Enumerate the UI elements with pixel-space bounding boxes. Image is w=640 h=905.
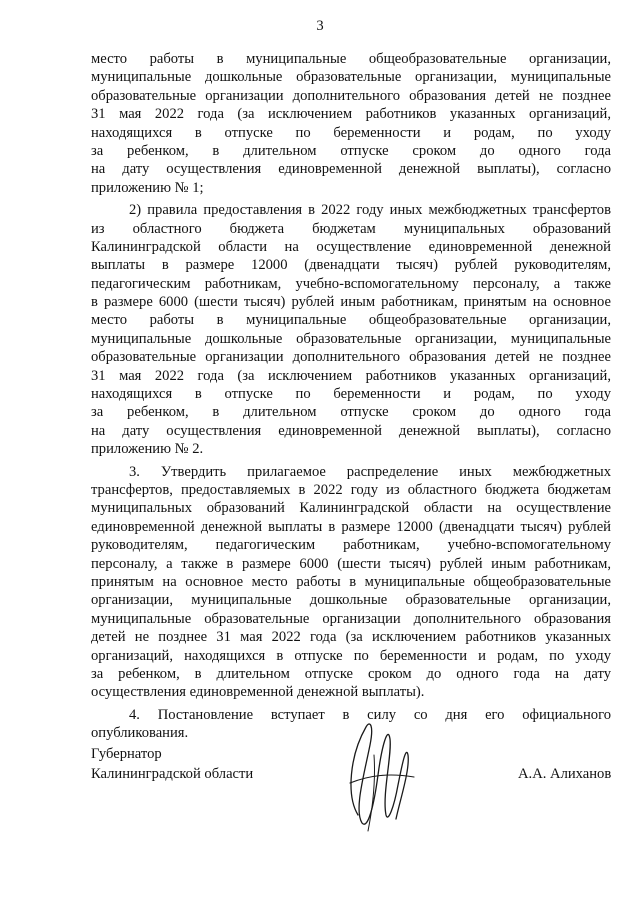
text-line: из областного бюджета бюджетам муниципальных образований — [91, 220, 611, 237]
text-line: муниципальные образовательные организации дополнительного образования — [91, 610, 611, 627]
text-line: организации, муниципальные дошкольные образовательные организации, — [91, 592, 611, 609]
text-line: образовательные организации дополнительного образования детей не позднее — [91, 87, 611, 104]
text-line: находящихся в отпуске по беременности и родам, по уходу — [91, 386, 611, 403]
text-line: 3. Утвердить прилагаемое распределение иных межбюджетных — [129, 463, 611, 480]
text-line: осуществления единовременной денежной выплаты). — [91, 684, 425, 701]
paragraph-2 — [91, 201, 611, 458]
text-line: место работы в муниципальные общеобразовательные организации, — [91, 51, 611, 67]
text-line: 2) правила предоставления в 2022 году иных межбюджетных трансфертов — [129, 202, 611, 219]
text-line: муниципальные дошкольные образовательные организации, муниципальные — [91, 69, 611, 86]
text-line: детей не позднее 31 мая 2022 года (за исключением работников указанных — [91, 629, 611, 646]
text-line: на дату осуществления единовременной денежной выплаты), согласно — [91, 161, 611, 178]
text-line: организаций, находящихся в отпуске по беременности и родам, по уходу — [91, 647, 611, 664]
text-line: за ребенком, в длительном отпуске сроком до одного года — [91, 142, 611, 159]
text-line: опубликования. — [91, 725, 189, 742]
text-line: приложению № 1; — [91, 179, 204, 196]
text-line: находящихся в отпуске по беременности и родам, по уходу — [91, 124, 611, 141]
text-line: муниципальные дошкольные образовательные организации, муниципальные — [91, 330, 611, 347]
text-line: муниципальных образований Калининградской области на осуществление — [91, 500, 611, 517]
text-line: 31 мая 2022 года (за исключением работников указанных организаций, — [91, 367, 611, 384]
text-line: принятым на основное место работы в муниципальные общеобразовательные — [91, 573, 611, 590]
signatory-name: А.А. Алиханов — [518, 766, 612, 782]
text-line: в размере 6000 (шести тысяч) рублей иным работникам, принятым на основное — [91, 294, 611, 311]
paragraph-3 — [91, 463, 611, 702]
handwritten-signature — [340, 715, 420, 835]
text-line: педагогическим работникам, учебно-вспомогательному персоналу, а также — [91, 275, 611, 292]
signatory-title-line: Калининградской области — [91, 766, 254, 782]
text-line: 4. Постановление вступает в силу со дня его официального — [129, 706, 611, 723]
text-line: на дату осуществления единовременной денежной выплаты), согласно — [91, 422, 611, 439]
text-line: Калининградской области на осуществление единовременной денежной — [91, 238, 611, 255]
document-body — [91, 50, 611, 742]
text-line: за ребенком, в длительном отпуске сроком до одного года — [91, 404, 611, 421]
text-line: 31 мая 2022 года (за исключением работников указанных организаций, — [91, 106, 611, 123]
text-line: образовательные организации дополнительного образования детей не позднее — [91, 349, 611, 366]
text-line: приложению № 2. — [91, 441, 204, 458]
text-line: трансфертов, предоставляемых в 2022 году из областного бюджета бюджетам — [91, 481, 611, 498]
page-number: 3 — [316, 18, 324, 34]
signatory-title — [91, 744, 253, 784]
text-line: выплаты в размере 12000 (двенадцати тысяч) рублей руководителям, — [91, 257, 611, 274]
paragraph-1 — [91, 50, 611, 197]
signatory-title-line: Губернатор — [91, 746, 162, 762]
text-line: за ребенком, в длительном отпуске сроком до одного года на дату — [91, 665, 611, 682]
text-line: единовременной денежной выплаты в размере 12000 (двенадцати тысяч) рублей — [91, 518, 611, 535]
text-line: место работы в муниципальные общеобразовательные организации, — [91, 312, 611, 329]
text-line: руководителям, педагогическим работникам, учебно-вспомогательному — [91, 537, 611, 554]
text-line: персоналу, а также в размере 6000 (шести тысяч) рублей иным работникам, — [91, 555, 611, 572]
